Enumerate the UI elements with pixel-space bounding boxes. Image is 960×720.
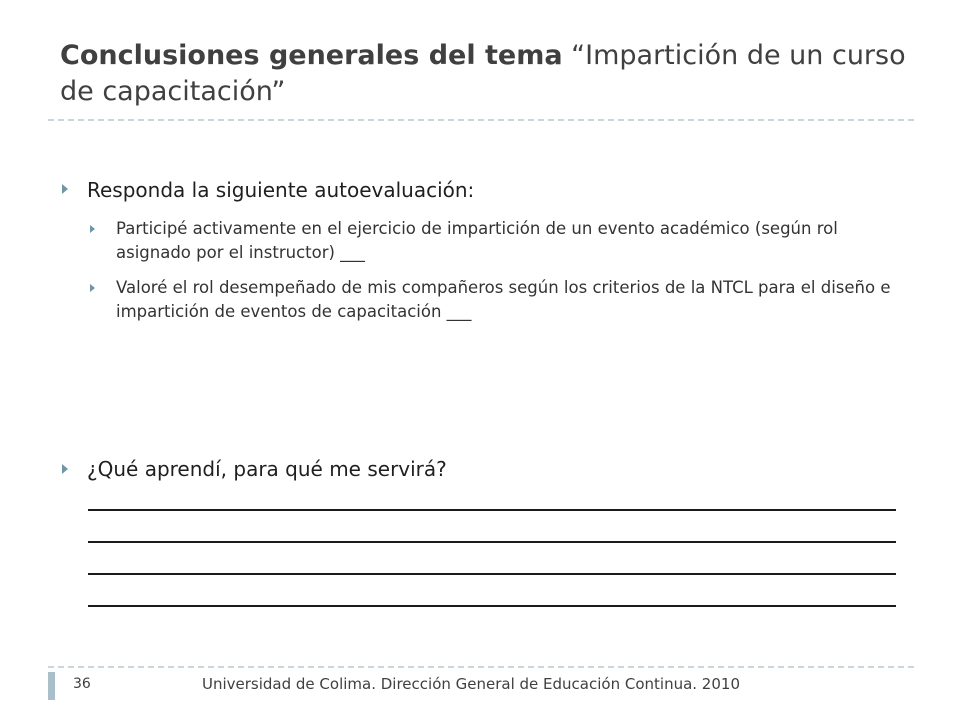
bullet-arrow-icon — [90, 225, 95, 233]
bullet-arrow-icon — [62, 184, 68, 194]
sub-bullet-valuation: Valoré el rol desempeñado de mis compañeros según los criterios de la NTCL para el diseño e impartición de eventos de capacitación ___ — [116, 278, 891, 321]
answer-line[interactable] — [88, 573, 896, 575]
page-number: 36 — [73, 676, 91, 692]
sub-bullet-participation: Participé activamente en el ejercicio de impartición de un evento académico (según rol asignado por el instructor) ___ — [116, 219, 838, 262]
bullet-self-evaluation: Responda la siguiente autoevaluación: — [87, 178, 475, 202]
bullet-arrow-icon — [90, 284, 95, 292]
footer-institution: Universidad de Colima. Dirección General de Educación Continua. 2010 — [202, 675, 740, 693]
slide-title-rest: “Impartición de un curso de capacitación” — [60, 40, 906, 107]
footer-divider — [48, 666, 914, 668]
slide-title-bold: Conclusiones generales del tema — [60, 40, 563, 71]
footer-accent-bar — [48, 672, 55, 700]
answer-line[interactable] — [88, 605, 896, 607]
bullet-what-learned: ¿Qué aprendí, para qué me servirá? — [87, 457, 447, 481]
title-divider — [48, 119, 914, 121]
slide-title — [60, 38, 920, 110]
answer-line[interactable] — [88, 541, 896, 543]
bullet-arrow-icon — [62, 464, 68, 474]
answer-line[interactable] — [88, 509, 896, 511]
